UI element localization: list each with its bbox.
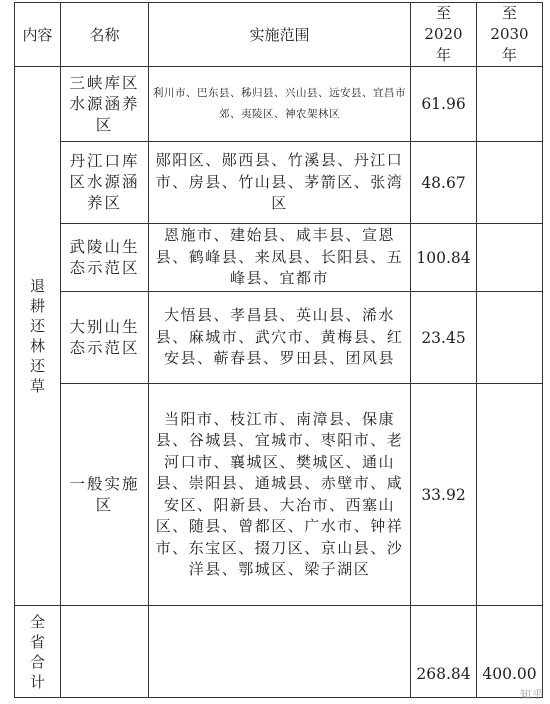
row-2030 [477,384,543,606]
row-2030 [477,67,543,142]
row-name: 丹江口库区水源涵养区 [61,142,149,224]
row-2020: 48.67 [411,142,477,224]
total-2030: 400.00 [477,606,543,698]
row-scope: 利川市、巴东县、秭归县、兴山县、远安县、宜昌市郊、夷陵区、神农架林区 [149,67,411,142]
row-scope: 恩施市、建始县、咸丰县、宣恩县、鹤峰县、来凤县、长阳县、五峰县、宜都市 [149,224,411,292]
table-row [15,67,543,142]
watermark: 知乎 [520,688,544,701]
row-2020: 61.96 [411,67,477,142]
row-scope: 当阳市、枝江市、南漳县、保康县、谷城县、宜城市、枣阳市、老河口市、襄城区、樊城区、通山县、崇阳县、通城县、赤壁市、咸安区、阳新县、大冶市、西塞山区、随县、曾都区、广水市、钟祥市、东宝区、掇刀区、京山县、沙洋县、鄂城区、梁子湖区 [149,384,411,606]
header-2030: 至 2030 年 [477,3,543,67]
header-2020: 至 2020 年 [411,3,477,67]
row-name: 武陵山生态示范区 [61,224,149,292]
row-2020: 33.92 [411,384,477,606]
row-2030 [477,142,543,224]
row-name: 三峡库区水源涵养区 [61,67,149,142]
total-name-empty [61,606,149,698]
header-content: 内容 [15,3,61,67]
header-name: 名称 [61,3,149,67]
category-cell: 退 耕 还 林 还 草 [15,67,61,606]
row-2030 [477,292,543,384]
row-scope: 大悟县、孝昌县、英山县、浠水县、麻城市、武穴市、黄梅县、红安县、蕲春县、罗田县、团风县 [149,292,411,384]
table-row [15,224,543,292]
row-2030 [477,224,543,292]
plan-table [14,2,543,698]
row-2020: 100.84 [411,224,477,292]
total-scope-empty [149,606,411,698]
total-2020: 268.84 [411,606,477,698]
row-name: 大别山生态示范区 [61,292,149,384]
row-scope: 郧阳区、郧西县、竹溪县、丹江口市、房县、竹山县、茅箭区、张湾区 [149,142,411,224]
table-row [15,142,543,224]
header-scope: 实施范围 [149,3,411,67]
total-row [15,606,543,698]
table-row [15,384,543,606]
row-2020: 23.45 [411,292,477,384]
header-row [15,3,543,67]
row-name: 一般实施区 [61,384,149,606]
table-row [15,292,543,384]
total-label: 全 省 合 计 [15,606,61,698]
